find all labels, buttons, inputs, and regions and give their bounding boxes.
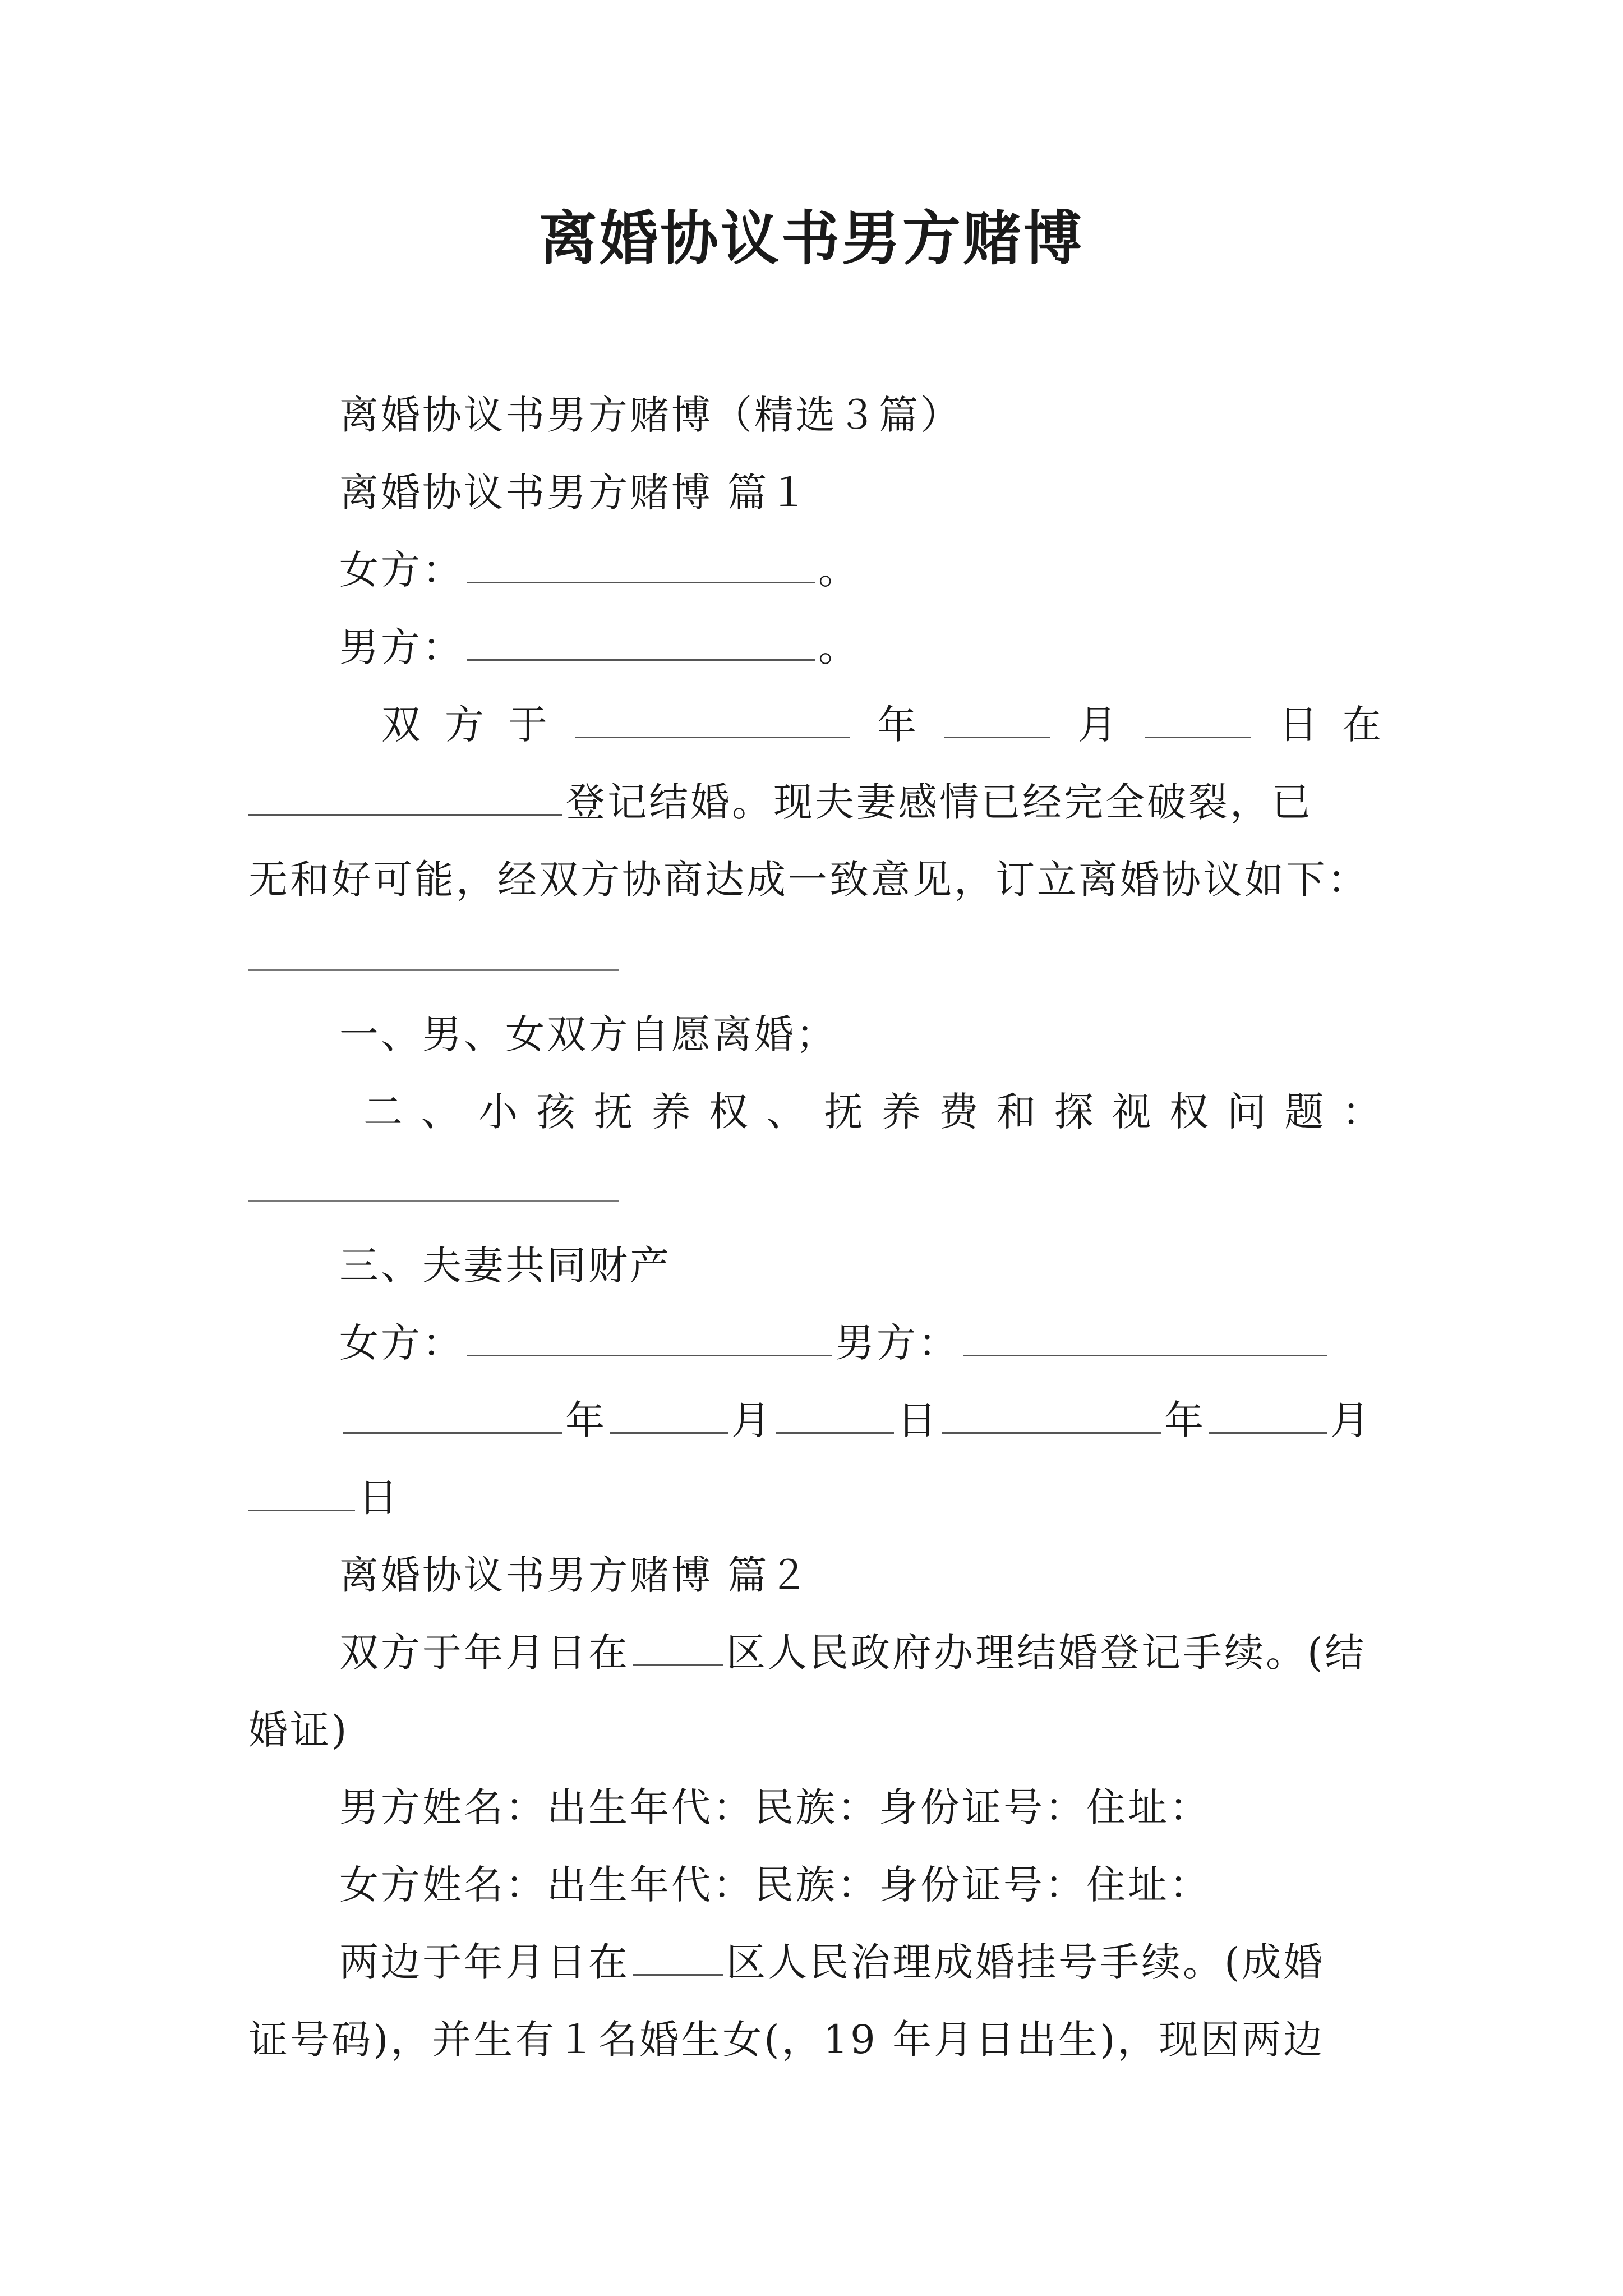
sign-husband-blank <box>963 1315 1327 1356</box>
month-label: 月 <box>1078 702 1117 748</box>
reg-month-blank <box>944 697 1050 738</box>
item2-char: 孩 <box>536 1089 575 1135</box>
part1-heading: 离婚协议书男方赌博 篇１ <box>339 470 811 516</box>
item2-char: 权 <box>1169 1089 1209 1135</box>
reg-place-blank <box>248 775 562 816</box>
item-3: 三、夫妻共同财产 <box>339 1243 671 1289</box>
day-label: 日 <box>1279 702 1318 748</box>
para-text: 区人民治理成婚挂号手续。(成婚 <box>726 1939 1325 1985</box>
part2-para1-line1 <box>339 1625 1366 1681</box>
district-blank <box>633 1935 723 1976</box>
sign-date-line-2 <box>248 1470 400 1526</box>
date-blank <box>1209 1393 1327 1434</box>
part2-para2-line1 <box>339 1934 1325 1990</box>
item2-char: 视 <box>1112 1089 1151 1135</box>
item2-char: 养 <box>651 1089 691 1135</box>
husband-name-blank <box>467 620 815 661</box>
district-blank <box>633 1625 723 1666</box>
wife-line <box>339 542 860 598</box>
period: 。 <box>818 624 860 670</box>
sign-wife-blank <box>467 1315 832 1356</box>
reg-day-blank <box>1145 697 1251 738</box>
husband-line <box>339 619 860 675</box>
item2-char: 、 <box>766 1089 806 1135</box>
wife-name-blank <box>467 542 815 583</box>
sign-line <box>339 1315 1331 1371</box>
item2-char: 题 <box>1284 1089 1324 1135</box>
date-blank <box>610 1393 728 1434</box>
day-label: 日 <box>358 1475 400 1521</box>
item-2 <box>363 1084 1381 1140</box>
male-info-line: 男方姓名：出生年代：民族：身份证号：住址： <box>339 1784 1211 1830</box>
item2-char: 探 <box>1054 1089 1094 1135</box>
part2-para1-line2: 婚证) <box>248 1707 349 1753</box>
part2-para2-line2: 证号码)，并生有１名婚生女(，19 年月日出生)，现因两边 <box>248 2017 1325 2063</box>
item2-char: 、 <box>421 1089 460 1135</box>
husband-label: 男方： <box>339 624 464 670</box>
reg-char: 双 <box>381 702 421 748</box>
year-label: 年 <box>1164 1397 1206 1443</box>
month-label: 月 <box>731 1397 773 1443</box>
reg-year-blank <box>575 697 850 738</box>
item2-char: ： <box>1341 1089 1381 1135</box>
registration-line-2 <box>248 774 1313 830</box>
day-label: 日 <box>897 1397 939 1443</box>
year-label: 年 <box>565 1397 607 1443</box>
item2-char: 抚 <box>593 1089 633 1135</box>
month-label: 月 <box>1330 1397 1372 1443</box>
item2-char: 和 <box>997 1089 1036 1135</box>
sign-date-line <box>343 1392 1372 1448</box>
item2-char: 费 <box>939 1089 979 1135</box>
item-1: 一、男、女双方自愿离婚； <box>339 1011 837 1057</box>
item2-char: 二 <box>363 1089 403 1135</box>
reg-char: 在 <box>1342 702 1381 748</box>
para-text: 双方于年月日在 <box>339 1630 630 1676</box>
item2-char: 权 <box>708 1089 748 1135</box>
blank-rule <box>248 969 619 971</box>
item2-char: 小 <box>478 1089 518 1135</box>
para-text: 两边于年月日在 <box>339 1939 630 1985</box>
part2-heading: 离婚协议书男方赌博 篇２ <box>339 1552 811 1598</box>
date-blank <box>776 1393 894 1434</box>
date-blank <box>343 1393 562 1434</box>
female-info-line: 女方姓名：出生年代：民族：身份证号：住址： <box>339 1862 1211 1908</box>
registration-line-1 <box>381 697 1381 753</box>
registration-line-3: 无和好可能，经双方协商达成一致意见，订立离婚协议如下： <box>248 857 1369 903</box>
reg-char: 于 <box>508 702 547 748</box>
blank-rule <box>248 1200 619 1202</box>
subtitle: 离婚协议书男方赌博（精选３篇） <box>339 392 962 438</box>
period: 。 <box>818 547 860 593</box>
sign-wife-label: 女方： <box>339 1320 464 1366</box>
year-label: 年 <box>877 702 916 748</box>
item2-char: 抚 <box>824 1089 864 1135</box>
para-text: 区人民政府办理结婚登记手续。(结 <box>726 1630 1367 1676</box>
document-title: 离婚协议书男方赌博 <box>538 204 1084 273</box>
reg-char: 方 <box>445 702 484 748</box>
sign-husband-label: 男方： <box>835 1320 960 1366</box>
item2-char: 问 <box>1227 1089 1266 1135</box>
date-blank <box>248 1470 355 1511</box>
wife-label: 女方： <box>339 547 464 593</box>
registration-text: 登记结婚。现夫妻感情已经完全破裂，已 <box>566 779 1313 825</box>
date-blank <box>942 1393 1161 1434</box>
item2-char: 养 <box>881 1089 921 1135</box>
